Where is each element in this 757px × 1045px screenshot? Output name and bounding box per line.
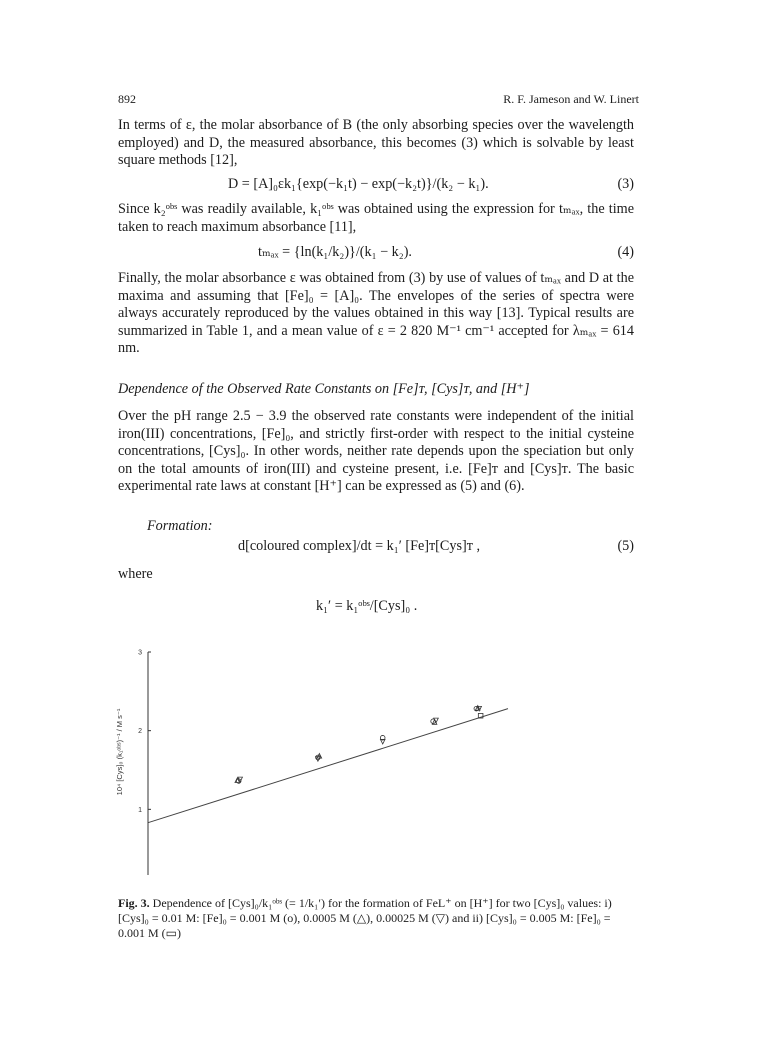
section-heading: Dependence of the Observed Rate Constants on [Fe]ᴛ, [Cys]ᴛ, and [H⁺] xyxy=(118,381,530,397)
figure-caption-label: Fig. 3. xyxy=(118,896,150,910)
equation-4-number: (4) xyxy=(617,244,634,260)
equation-3-number: (3) xyxy=(617,176,634,192)
where-label: where xyxy=(118,566,153,582)
y-tick-label: 1 xyxy=(138,806,142,814)
formation-label: Formation: xyxy=(147,518,213,534)
chart-fit-line-group xyxy=(148,709,508,823)
chart-axes xyxy=(148,652,508,875)
paragraph-4: Over the pH range 2.5 − 3.9 the observed rate constants were independent of the initial iron(III) concentrations, [Fe]₀, and strictly first-order with respect to the initial cysteine concentrations, [Cys]₀. In other words, neither rate depends upon the speciation but only on the total amounts of iron(III) and cysteine present, i.e. [Fe]ᴛ and [Cys]ᴛ. The basic experimental rate laws at constant [H⁺] can be expressed as (5) and (6). xyxy=(118,408,634,494)
paragraph-2: Since k₂ᵒᵇˢ was readily available, k₁ᵒᵇˢ was obtained using the expression for tₘₐₓ, the time taken to reach maximum absorbance [11], xyxy=(118,201,634,235)
equation-k1-prime: k₁′ = k₁ᵒᵇˢ/[Cys]₀ . xyxy=(316,598,418,614)
y-tick-label: 3 xyxy=(138,649,142,657)
paragraph-3: Finally, the molar absorbance ε was obtained from (3) by use of values of tₘₐₓ and D at the maxima and assuming that [Fe]₀ = [A]₀. The envelopes of the series of spectra were always accurately reproduced by the values obtained in this way [13]. Typical results are summarized in Table 1, and a mean value of ε = 2 820 M⁻¹ cm⁻¹ accepted for λₘₐₓ = 614 nm. xyxy=(118,270,634,356)
y-axis-label: 10⁴ [Cys]₀ (k₁ᵒᵇˢ)⁻¹ / M s⁻¹ xyxy=(115,708,124,796)
page-number: 892 xyxy=(118,92,136,106)
running-head: R. F. Jameson and W. Linert xyxy=(503,92,639,106)
equation-3: D = [A]₀εk₁{exp(−k₁t) − exp(−k₂t)}/(k₂ − k₁). xyxy=(228,176,489,192)
equation-4: tₘₐₓ = {ln(k₁/k₂)}/(k₁ − k₂). xyxy=(258,244,412,260)
y-tick-label: 2 xyxy=(138,728,142,736)
figure-caption-text: Dependence of [Cys]₀/k₁ᵒᵇˢ (= 1/k₁′) for the formation of FeL⁺ on [H⁺] for two [Cys]₀ values: i) [Cys]₀ = 0.01 M: [Fe]₀ = 0.001 M (o), 0.0005 M (△), 0.00025 M (▽) and ii) [Cys]₀ = 0.005 M: [Fe]₀ = 0.001 M (▭) xyxy=(118,896,612,940)
chart-points xyxy=(235,706,483,784)
equation-5-number: (5) xyxy=(617,538,634,554)
figure-caption xyxy=(118,896,640,941)
equation-5: d[coloured complex]/dt = k₁′ [Fe]ᴛ[Cys]ᴛ , xyxy=(238,538,480,554)
fit-line xyxy=(148,709,508,823)
figure-3-chart xyxy=(100,640,530,875)
paragraph-1: In terms of ε, the molar absorbance of B (the only absorbing species over the wavelength employed) and D, the measured absorbance, this becomes (3) which is solvable by least square methods [12], xyxy=(118,117,634,168)
chart-ticks xyxy=(138,650,514,876)
